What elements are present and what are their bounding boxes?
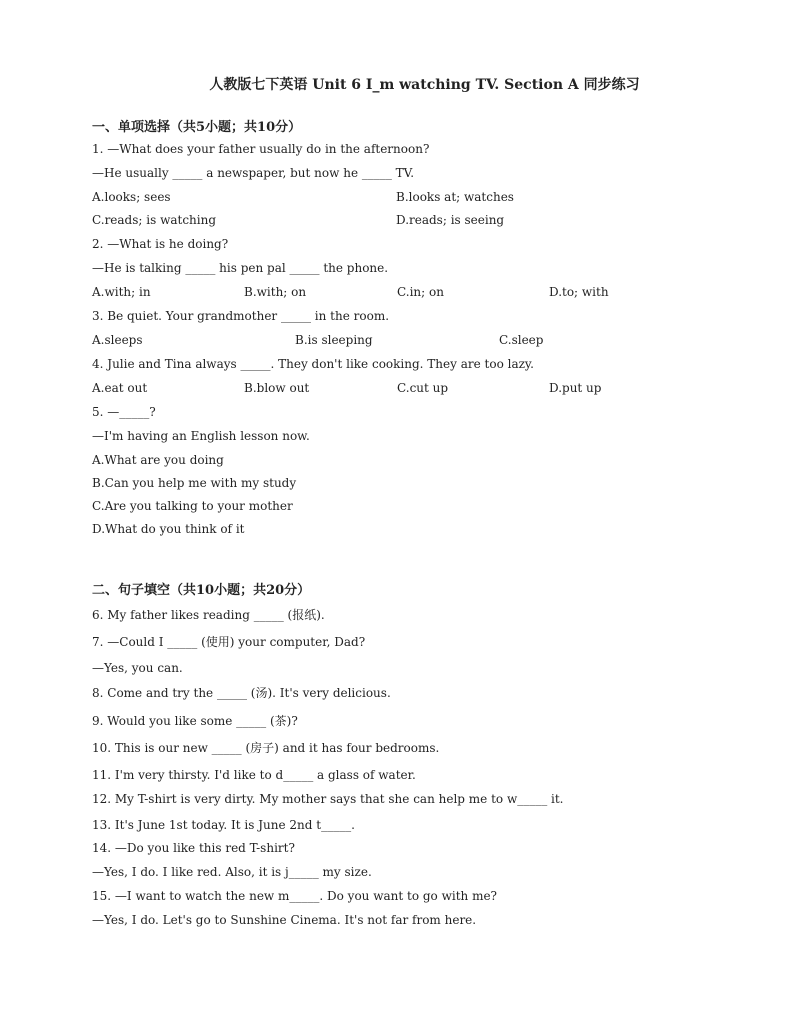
page-title: 人教版七下英语 Unit 6 I_m watching TV. Section A 同步练习 [209, 77, 640, 93]
question-5-option-a: A.What are you doing [92, 453, 224, 467]
question-15-reply: —Yes, I do. Let's go to Sunshine Cinema. It's not far from here. [92, 913, 477, 927]
question-6-text: 6. My father likes reading _____ (报纸). [92, 608, 325, 622]
question-1-option-c: C.reads; is watching [92, 213, 217, 227]
question-5-option-d: D.What do you think of it [92, 522, 245, 536]
section-heading-sentence-completion: 二、句子填空（共10小题；共20分） [92, 583, 311, 598]
question-1-option-a: A.looks; sees [92, 190, 171, 204]
question-3-option-b: B.is sleeping [295, 333, 373, 347]
question-14-reply: —Yes, I do. I like red. Also, it is j_____ my size. [92, 865, 372, 879]
question-10-text: 10. This is our new _____ (房子) and it has four bedrooms. [92, 741, 440, 755]
question-4-text: 4. Julie and Tina always _____. They don't like cooking. They are too lazy. [92, 357, 534, 371]
question-1-option-b: B.looks at; watches [396, 190, 514, 204]
question-4-option-d: D.put up [549, 381, 602, 395]
question-4-option-a: A.eat out [92, 381, 148, 395]
question-2-text: —He is talking _____ his pen pal _____ the phone. [92, 261, 389, 275]
question-5-option-b: B.Can you help me with my study [92, 476, 297, 490]
question-1-text: 1. —What does your father usually do in the afternoon? [92, 142, 430, 156]
question-5-text: 5. —_____? [92, 405, 156, 419]
question-15-text: 15. —I want to watch the new m_____. Do you want to go with me? [92, 889, 497, 903]
question-5-option-c: C.Are you talking to your mother [92, 499, 293, 513]
question-11-text: 11. I'm very thirsty. I'd like to d_____ a glass of water. [92, 768, 416, 782]
question-7-reply: —Yes, you can. [92, 661, 183, 675]
section-heading-multiple-choice: 一、单项选择（共5小题；共10分） [92, 120, 302, 135]
question-13-text: 13. It's June 1st today. It is June 2nd t_____. [92, 818, 355, 832]
question-3-option-c: C.sleep [499, 333, 544, 347]
question-2-option-b: B.with; on [244, 285, 307, 299]
question-8-text: 8. Come and try the _____ (汤). It's very delicious. [92, 686, 391, 700]
question-9-text: 9. Would you like some _____ (茶)? [92, 714, 298, 728]
question-3-text: 3. Be quiet. Your grandmother _____ in the room. [92, 309, 390, 323]
question-14-text: 14. —Do you like this red T-shirt? [92, 841, 295, 855]
question-4-option-c: C.cut up [397, 381, 449, 395]
question-12-text: 12. My T-shirt is very dirty. My mother says that she can help me to w_____ it. [92, 792, 564, 806]
question-7-text: 7. —Could I _____ (使用) your computer, Dad? [92, 635, 366, 649]
question-1-option-d: D.reads; is seeing [396, 213, 505, 227]
question-5-text: —I'm having an English lesson now. [92, 429, 310, 443]
question-3-option-a: A.sleeps [92, 333, 143, 347]
question-1-text: —He usually _____ a newspaper, but now he _____ TV. [92, 166, 415, 180]
question-2-option-d: D.to; with [549, 285, 609, 299]
question-2-option-a: A.with; in [92, 285, 151, 299]
question-2-text: 2. —What is he doing? [92, 237, 229, 251]
question-2-option-c: C.in; on [397, 285, 444, 299]
question-4-option-b: B.blow out [244, 381, 310, 395]
